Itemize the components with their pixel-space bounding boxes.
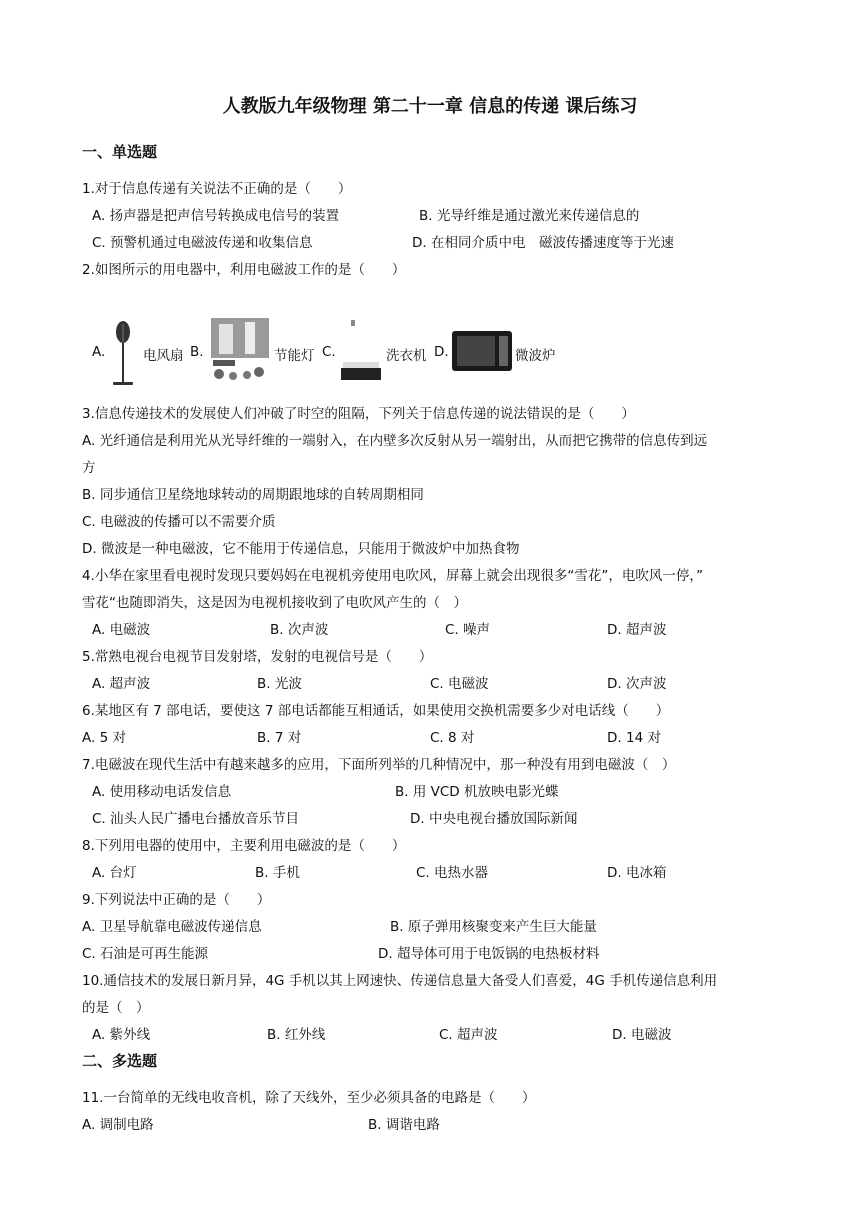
question-7-option-c[interactable]: C. 汕头人民广播电台播放音乐节目 — [92, 811, 300, 827]
question-2-option-c-label[interactable]: 洗衣机 — [386, 348, 427, 364]
page-title: 人教版九年级物理 第二十一章 信息的传递 课后练习 — [222, 96, 638, 117]
question-6-option-a[interactable]: A. 5 对 — [82, 730, 126, 746]
question-6-option-d[interactable]: D. 14 对 — [607, 730, 661, 746]
question-10-stem: 10.通信技术的发展日新月异，4G 手机以其上网速快、传递信息量大备受人们喜爱，4G 手机传递信息利用 — [82, 973, 718, 989]
question-5-option-a[interactable]: A. 超声波 — [92, 676, 151, 692]
question-4-stem-continued: 雪花“也随即消失，这是因为电视机接收到了电吹风产生的（ ） — [82, 595, 467, 611]
question-4-stem: 4.小华在家里看电视时发现只要妈妈在电视机旁使用电吹风，屏幕上就会出现很多“雪花”，电吹风一停，” — [82, 568, 704, 584]
question-6-option-c[interactable]: C. 8 对 — [430, 730, 475, 746]
question-2-stem: 2.如图所示的用电器中，利用电磁波工作的是（ ） — [82, 262, 406, 278]
question-10-stem-continued: 的是（ ） — [82, 1000, 150, 1016]
section-heading-single-choice: 一、单选题 — [82, 143, 158, 161]
question-3-option-a[interactable]: A. 光纤通信是利用光从光导纤维的一端射入，在内壁多次反射从另一端射出，从而把它携带的信息传到远 — [82, 433, 708, 449]
question-10-option-c[interactable]: C. 超声波 — [439, 1027, 498, 1043]
question-3-option-a-continued[interactable]: 方 — [82, 460, 96, 476]
question-1-option-d[interactable]: D. 在相同介质中电 磁波传播速度等于光速 — [412, 235, 674, 251]
question-2-option-a-label[interactable]: 电风扇 — [143, 348, 184, 364]
question-1-stem: 1.对于信息传递有关说法不正确的是（ ） — [82, 181, 352, 197]
question-6-option-b[interactable]: B. 7 对 — [257, 730, 302, 746]
question-8-option-b[interactable]: B. 手机 — [255, 865, 300, 881]
question-4-option-c[interactable]: C. 噪声 — [445, 622, 491, 638]
question-10-option-b[interactable]: B. 红外线 — [267, 1027, 326, 1043]
question-2-option-b-letter[interactable]: B. — [190, 344, 204, 360]
question-9-option-c[interactable]: C. 石油是可再生能源 — [82, 946, 209, 962]
question-5-stem: 5.常熟电视台电视节目发射塔，发射的电视信号是（ ） — [82, 649, 433, 665]
question-2-option-c-letter[interactable]: C. — [322, 344, 336, 360]
question-5-option-d[interactable]: D. 次声波 — [607, 676, 667, 692]
electric-fan-icon — [108, 318, 138, 390]
question-8-option-a[interactable]: A. 台灯 — [92, 865, 137, 881]
question-10-option-a[interactable]: A. 紫外线 — [92, 1027, 151, 1043]
question-7-option-b[interactable]: B. 用 VCD 机放映电影光蝶 — [395, 784, 559, 800]
question-2-option-d-letter[interactable]: D. — [434, 344, 449, 360]
question-9-option-a[interactable]: A. 卫星导航靠电磁波传递信息 — [82, 919, 262, 935]
question-1-option-b[interactable]: B. 光导纤维是通过激光来传递信息的 — [419, 208, 640, 224]
question-4-option-b[interactable]: B. 次声波 — [270, 622, 329, 638]
washing-machine-icon — [337, 318, 383, 384]
question-9-option-b[interactable]: B. 原子弹用核聚变来产生巨大能量 — [390, 919, 597, 935]
question-2-option-a-letter[interactable]: A. — [92, 344, 106, 360]
question-7-option-d[interactable]: D. 中央电视台播放国际新闻 — [410, 811, 578, 827]
microwave-oven-icon — [451, 330, 513, 372]
question-7-option-a[interactable]: A. 使用移动电话发信息 — [92, 784, 232, 800]
question-6-stem: 6.某地区有 7 部电话，要使这 7 部电话都能互相通话，如果使用交换机需要多少对电话线（ ） — [82, 703, 670, 719]
question-5-option-c[interactable]: C. 电磁波 — [430, 676, 489, 692]
question-3-option-b[interactable]: B. 同步通信卫星绕地球转动的周期跟地球的自转周期相同 — [82, 487, 424, 503]
section-heading-multiple-choice: 二、多选题 — [82, 1052, 158, 1070]
question-7-stem: 7.电磁波在现代生活中有越来越多的应用，下面所列举的几种情况中，那一种没有用到电磁波（ ） — [82, 757, 676, 773]
question-3-option-d[interactable]: D. 微波是一种电磁波，它不能用于传递信息，只能用于微波炉中加热食物 — [82, 541, 520, 557]
question-9-option-d[interactable]: D. 超导体可用于电饭锅的电热板材料 — [378, 946, 600, 962]
question-3-stem: 3.信息传递技术的发展使人们冲破了时空的阻隔，下列关于信息传递的说法错误的是（ ） — [82, 406, 635, 422]
question-4-option-a[interactable]: A. 电磁波 — [92, 622, 151, 638]
question-8-option-c[interactable]: C. 电热水器 — [416, 865, 489, 881]
question-3-option-c[interactable]: C. 电磁波的传播可以不需要介质 — [82, 514, 276, 530]
question-8-stem: 8.下列用电器的使用中，主要利用电磁波的是（ ） — [82, 838, 406, 854]
question-11-option-b[interactable]: B. 调谐电路 — [368, 1117, 440, 1133]
question-11-option-a[interactable]: A. 调制电路 — [82, 1117, 154, 1133]
question-2-option-b-label[interactable]: 节能灯 — [274, 348, 315, 364]
question-10-option-d[interactable]: D. 电磁波 — [612, 1027, 672, 1043]
question-1-option-a[interactable]: A. 扬声器是把声信号转换成电信号的装置 — [92, 208, 340, 224]
question-11-stem: 11.一台简单的无线电收音机，除了天线外，至少必须具备的电路是（ ） — [82, 1090, 536, 1106]
question-8-option-d[interactable]: D. 电冰箱 — [607, 865, 667, 881]
question-2-option-d-label[interactable]: 微波炉 — [515, 348, 556, 364]
energy-saving-lamp-icon — [205, 316, 271, 386]
question-1-option-c[interactable]: C. 预警机通过电磁波传递和收集信息 — [92, 235, 313, 251]
question-9-stem: 9.下列说法中正确的是（ ） — [82, 892, 271, 908]
question-4-option-d[interactable]: D. 超声波 — [607, 622, 667, 638]
question-5-option-b[interactable]: B. 光波 — [257, 676, 302, 692]
